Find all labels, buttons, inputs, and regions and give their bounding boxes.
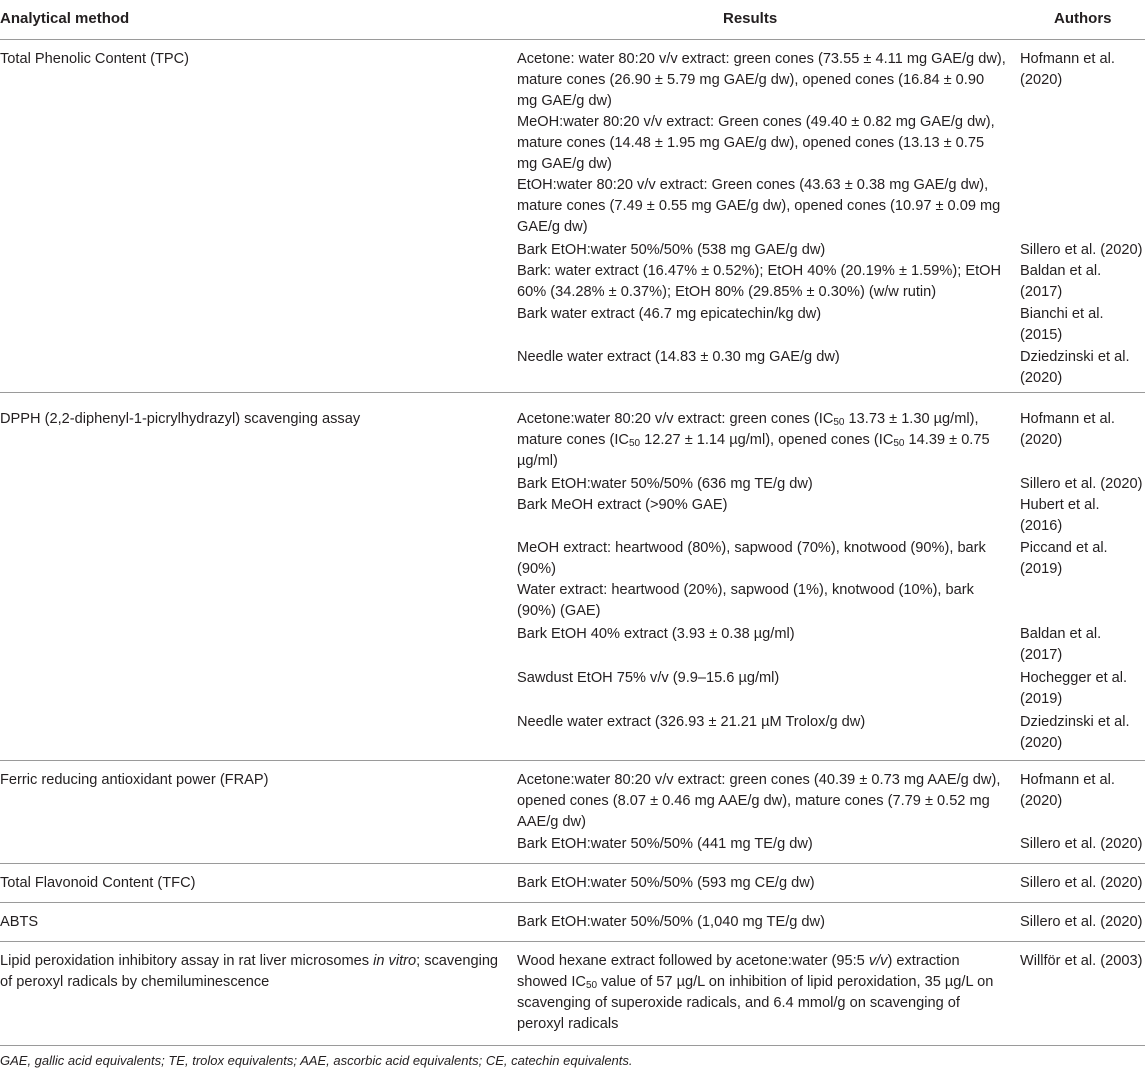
result-text: Bark MeOH extract (>90% GAE) (517, 497, 728, 513)
result-text: Acetone:water 80:20 v/v extract: green cones ($IC_{50}$ 13.73 ± 1.30 µg/ml), mature cones ($IC_{50}$ 12.27 ± 1.14 µg/ml), opened cones ($IC_{50}$ 14.39 ± 0.75 µg/ml) (517, 411, 990, 469)
method-cell: Ferric reducing antioxidant power (FRAP) (0, 772, 269, 788)
author-cell: Hofmann et al. (2020) (1020, 772, 1115, 809)
table-row (0, 864, 1145, 903)
table-header (0, 0, 1145, 40)
author-cell: Dziedzinski et al. (2020) (1020, 349, 1130, 386)
header-results: Results (723, 10, 778, 27)
result-text: Bark EtOH:water 50%/50% (1,040 mg TE/g dw) (517, 914, 825, 930)
author-cell: Piccand et al. (2019) (1020, 540, 1108, 577)
result-text: Bark: water extract (16.47% ± 0.52%); EtOH 40% (20.19% ± 1.59%); EtOH 60% (34.28% ± 0.37%); EtOH 80% (29.85% ± 0.30%) (w/w rutin) (517, 263, 1002, 300)
table-footnote: GAE, gallic acid equivalents; TE, trolox equivalents; AAE, ascorbic acid equivalents; CE, catechin equivalents. (0, 1053, 633, 1068)
result-text: MeOH extract: heartwood (80%), sapwood (70%), knotwood (90%), bark (90%) (517, 540, 986, 577)
result-text: Water extract: heartwood (20%), sapwood (1%), knotwood (10%), bark (90%) (GAE) (517, 582, 974, 619)
result-text: Needle water extract (326.93 ± 21.21 µM Trolox/g dw) (517, 714, 866, 730)
header-authors: Authors (1054, 10, 1112, 27)
author-cell: Hochegger et al. (2019) (1020, 670, 1128, 707)
table-row (0, 942, 1145, 1046)
author-cell: Baldan et al. (2017) (1020, 263, 1102, 300)
author-cell: Dziedzinski et al. (2020) (1020, 714, 1130, 751)
result-text: MeOH:water 80:20 v/v extract: Green cones (49.40 ± 0.82 mg GAE/g dw), mature cones (14.48 ± 1.95 mg GAE/g dw), opened cones (13.13 ± 0.75 mg GAE/g dw) (517, 114, 995, 172)
method-cell: Total Phenolic Content (TPC) (0, 51, 189, 67)
result-text: Bark water extract (46.7 mg epicatechin/kg dw) (517, 306, 822, 322)
table-row (0, 40, 1145, 393)
method-cell: ABTS (0, 914, 39, 930)
result-text: Acetone: water 80:20 v/v extract: green cones (73.55 ± 4.11 mg GAE/g dw), mature cones (26.90 ± 5.79 mg GAE/g dw), opened cones (16.84 ± 0.90 mg GAE/g dw) (517, 51, 1006, 109)
author-cell: Hofmann et al. (2020) (1020, 411, 1115, 448)
table-row (0, 400, 1145, 761)
author-cell: Sillero et al. (2020) (1020, 476, 1143, 492)
method-cell: DPPH (2,2-diphenyl-1-picrylhydrazyl) scavenging assay (0, 411, 361, 427)
result-text: Sawdust EtOH 75% v/v (9.9–15.6 µg/ml) (517, 670, 780, 686)
result-text: Bark EtOH 40% extract (3.93 ± 0.38 µg/ml) (517, 626, 795, 642)
author-cell: Sillero et al. (2020) (1020, 836, 1143, 852)
table-row (0, 903, 1145, 942)
result-text: Bark EtOH:water 50%/50% (538 mg GAE/g dw) (517, 242, 826, 258)
result-text: EtOH:water 80:20 v/v extract: Green cones (43.63 ± 0.38 mg GAE/g dw), mature cones (7.49 ± 0.55 mg GAE/g dw), opened cones (10.97 ± 0.09 mg GAE/g dw) (517, 177, 1001, 235)
table-row (0, 761, 1145, 864)
author-cell: Baldan et al. (2017) (1020, 626, 1102, 663)
author-cell: Sillero et al. (2020) (1020, 875, 1143, 891)
result-text: Bark EtOH:water 50%/50% (441 mg TE/g dw) (517, 836, 813, 852)
author-cell: Bianchi et al. (2015) (1020, 306, 1104, 343)
result-text: Bark EtOH:water 50%/50% (593 mg CE/g dw) (517, 875, 815, 891)
header-method: Analytical method (0, 10, 130, 27)
result-text: Bark EtOH:water 50%/50% (636 mg TE/g dw) (517, 476, 813, 492)
author-cell: Sillero et al. (2020) (1020, 914, 1143, 930)
author-cell: Sillero et al. (2020) (1020, 242, 1143, 258)
result-text: Needle water extract (14.83 ± 0.30 mg GAE/g dw) (517, 349, 840, 365)
method-cell: Total Flavonoid Content (TFC) (0, 875, 196, 891)
result-text: Acetone:water 80:20 v/v extract: green cones (40.39 ± 0.73 mg AAE/g dw), opened cones (8.07 ± 0.46 mg AAE/g dw), mature cones (7.79 ± 0.52 mg AAE/g dw) (517, 772, 1001, 830)
author-cell: Hubert et al. (2016) (1020, 497, 1100, 534)
author-cell: Willför et al. (2003) (1020, 953, 1143, 969)
method-cell: Lipid peroxidation inhibitory assay in rat liver microsomes in vitro; scavenging of peroxyl radicals by chemiluminescence (0, 953, 499, 990)
result-text: Wood hexane extract followed by acetone:water (95:5 v/v) extraction showed $IC_{50}$ value of 57 µg/L on inhibition of lipid peroxidation, 35 µg/L on scavenging of superoxide radicals, and 6.4 mmol/g on scavenging of peroxyl radicals (517, 953, 994, 1032)
author-cell: Hofmann et al. (2020) (1020, 51, 1115, 88)
